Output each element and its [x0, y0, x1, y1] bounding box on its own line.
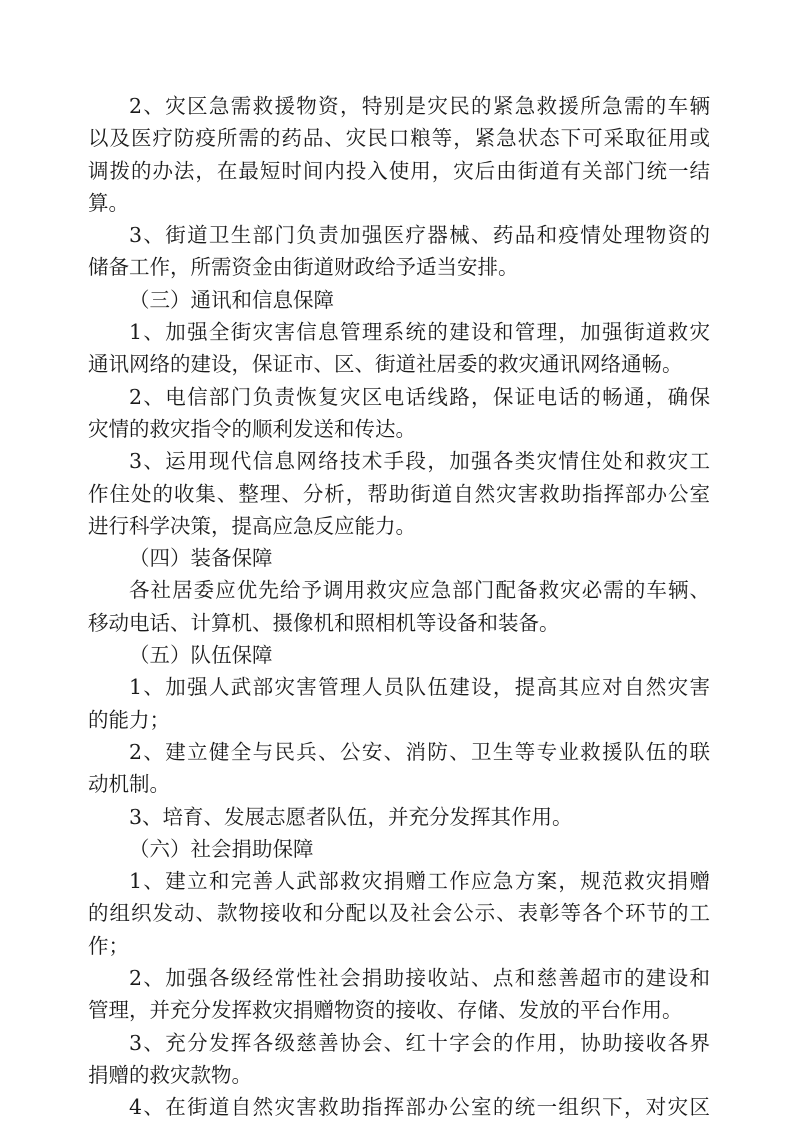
paragraph-line: 储备工作，所需资金由街道财政给予适当安排。: [88, 255, 519, 280]
section-heading: （四）装备保障: [129, 546, 273, 571]
paragraph-line: 灾情的救灾指令的顺利发送和传达。: [88, 416, 416, 441]
paragraph-line: 1、加强全街灾害信息管理系统的建设和管理，加强街道救灾: [129, 320, 710, 345]
paragraph-line: 通讯网络的建设，保证市、区、街道社居委的救灾通讯网络通畅。: [88, 352, 683, 377]
paragraph-line: 调拨的办法，在最短时间内投入使用，灾后由街道有关部门统一结: [88, 158, 710, 183]
paragraph-line: 4、在街道自然灾害救助指挥部办公室的统一组织下，对灾区: [129, 1095, 710, 1120]
section-heading: （三）通讯和信息保障: [129, 287, 334, 312]
paragraph-line: 1、加强人武部灾害管理人员队伍建设，提高其应对自然灾害: [129, 675, 710, 700]
section-heading: （六）社会捐助保障: [129, 836, 314, 861]
document-body: [88, 90, 710, 1124]
paragraph-line: 3、运用现代信息网络技术手段，加强各类灾情住处和救灾工: [129, 449, 710, 474]
paragraph-line: 的组织发动、款物接收和分配以及社会公示、表彰等各个环节的工: [88, 901, 710, 926]
paragraph-line: 捐赠的救灾款物。: [88, 1062, 252, 1087]
paragraph-line: 作住处的收集、整理、分析，帮助街道自然灾害救助指挥部办公室: [88, 481, 710, 506]
paragraph-line: 1、建立和完善人武部救灾捐赠工作应急方案，规范救灾捐赠: [129, 869, 710, 894]
paragraph-line: 2、灾区急需救援物资，特别是灾民的紧急救援所急需的车辆: [129, 94, 710, 118]
paragraph-line: 管理，并充分发挥救灾捐赠物资的接收、存储、发放的平台作用。: [88, 998, 683, 1023]
paragraph-line: 2、建立健全与民兵、公安、消防、卫生等专业救援队伍的联: [129, 739, 710, 764]
paragraph-line: 2、加强各级经常性社会捐助接收站、点和慈善超市的建设和: [129, 966, 710, 991]
paragraph-line: 进行科学决策，提高应急反应能力。: [88, 513, 416, 538]
paragraph-line: 各社居委应优先给予调用救灾应急部门配备救灾必需的车辆、: [129, 578, 710, 603]
paragraph-line: 3、充分发挥各级慈善协会、红十字会的作用，协助接收各界: [129, 1030, 710, 1055]
paragraph-line: 以及医疗防疫所需的药品、灾民口粮等，紧急状态下可采取征用或: [88, 126, 710, 151]
section-heading: （五）队伍保障: [129, 643, 273, 668]
paragraph-line: 2、电信部门负责恢复灾区电话线路，保证电话的畅通，确保: [129, 384, 710, 409]
paragraph-line: 算。: [88, 190, 129, 215]
paragraph-line: 的能力；: [88, 707, 170, 732]
paragraph-line: 3、街道卫生部门负责加强医疗器械、药品和疫情处理物资的: [129, 223, 710, 248]
paragraph-line: 3、培育、发展志愿者队伍，并充分发挥其作用。: [129, 804, 573, 829]
paragraph-line: 移动电话、计算机、摄像机和照相机等设备和装备。: [88, 610, 560, 635]
paragraph-line: 作；: [88, 933, 129, 958]
paragraph-line: 动机制。: [88, 772, 170, 797]
